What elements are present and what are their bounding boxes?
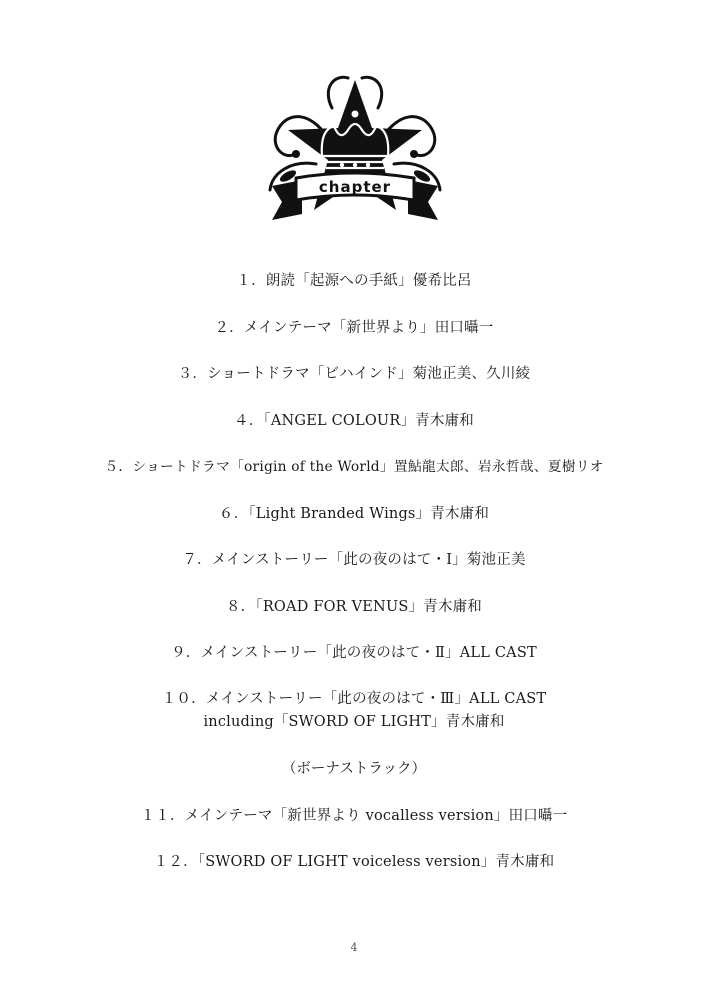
track-10-subtitle: including「SWORD OF LIGHT」青木庸和	[203, 714, 505, 730]
track-2-title: ２．メインテーマ「新世界より」田口囁一	[214, 320, 494, 336]
track-7-title: ７．メインストーリー「此の夜のはて・Ⅰ」菊池正美	[182, 552, 526, 568]
track-6-title: ６．「Light Branded Wings」青木庸和	[218, 506, 490, 522]
track-5-title: ５．ショートドラマ「origin of the World」置鮎龍太郎、岩永哲哉、夏樹リオ	[104, 459, 604, 475]
crown-star-logo	[262, 68, 448, 230]
track-4-title: ４．「ANGEL COLOUR」青木庸和	[234, 413, 474, 429]
track-8-title: ８．「ROAD FOR VENUS」青木庸和	[225, 599, 483, 615]
track-1	[0, 269, 708, 290]
track-10-title: １０．メインストーリー「此の夜のはて・Ⅲ」ALL CAST	[161, 691, 547, 707]
bonus-track-heading: （ボーナストラック）	[281, 761, 427, 777]
track-11-title: １１．メインテーマ「新世界より vocalless version」田口囁一	[140, 808, 568, 824]
track-12	[0, 850, 708, 871]
page-number: 4	[350, 941, 358, 954]
logo-banner-text: chapter	[318, 178, 392, 196]
track-7	[0, 548, 708, 569]
track-6	[0, 502, 708, 523]
track-3	[0, 362, 708, 383]
track-10	[0, 687, 708, 731]
track-12-title: １２．「SWORD OF LIGHT voiceless version」青木庸和	[153, 854, 555, 870]
track-3-title: ３．ショートドラマ「ビハインド」菊池正美、久川綾	[177, 366, 531, 382]
track-5	[0, 455, 708, 475]
track-11	[0, 804, 708, 825]
track-9-title: ９．メインストーリー「此の夜のはて・Ⅱ」ALL CAST	[171, 645, 537, 661]
track-2	[0, 316, 708, 337]
track-4	[0, 409, 708, 430]
track-8	[0, 595, 708, 616]
track-1-title: １．朗読「起源への手紙」優希比呂	[236, 273, 472, 289]
track-9	[0, 641, 708, 662]
